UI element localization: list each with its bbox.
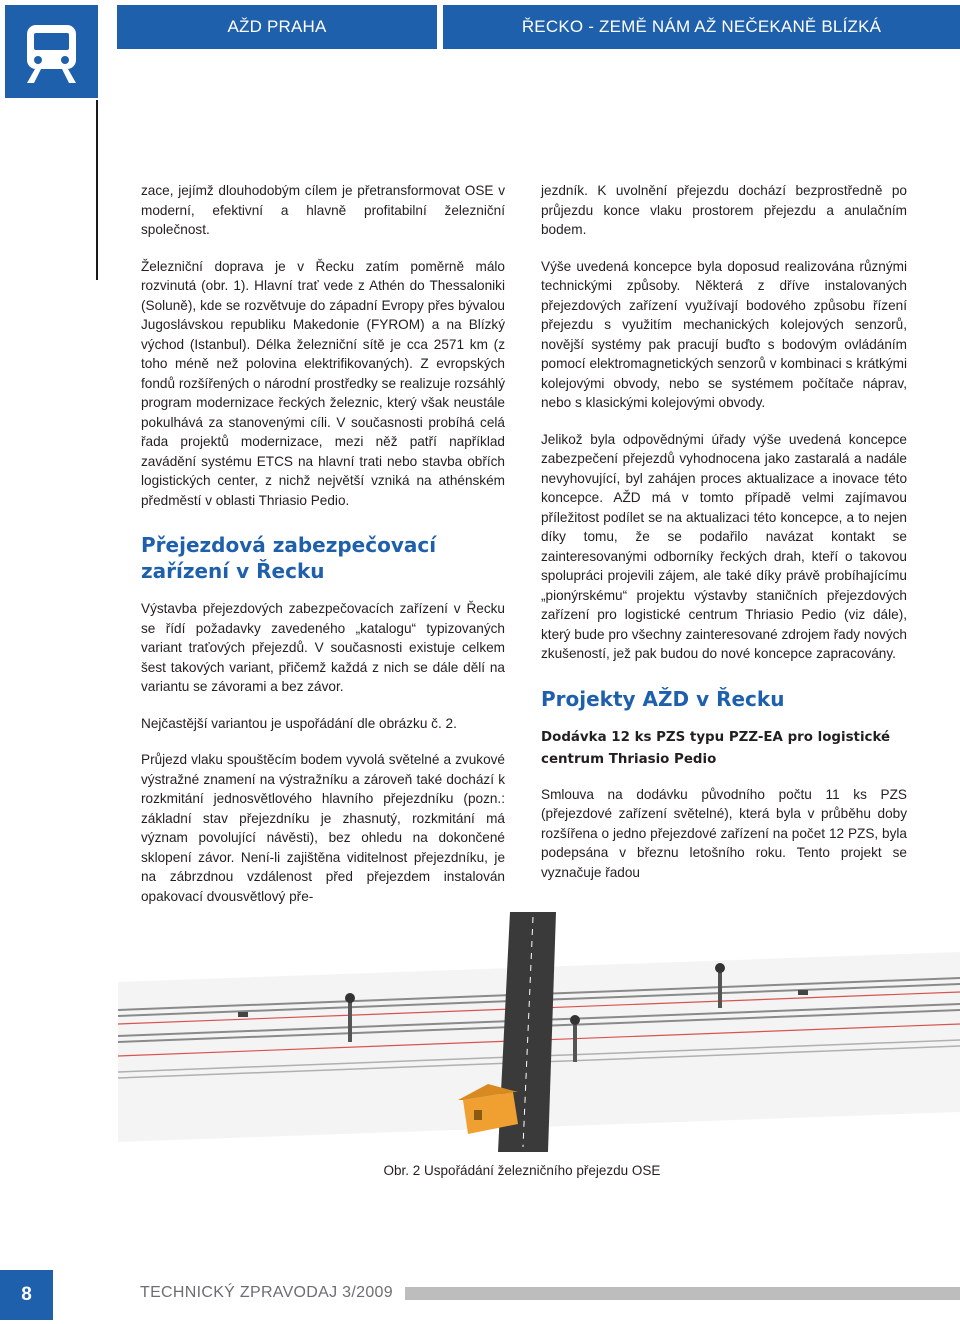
left-column — [141, 181, 505, 923]
section-heading: Projekty AŽD v Řecku — [541, 686, 785, 711]
paragraph: jezdník. K uvolnění přejezdu dochází bezprostředně po průjezdu konce vlaku prostorem přejezdu a anulačním bodem. — [541, 183, 907, 237]
paragraph: Železniční doprava je v Řecku zatím poměrně málo rozvinutá (obr. 1). Hlavní trať vede z Athén do Thessaloniki (Soluně), kde se rozvětvuje do západní Evropy přes bývalou Jugoslávskou republiku Makedonie (FYROM) a na Blízký východ (Istanbul). Délka železniční sítě je cca 2571 km (z toho méně než polovina elektrifikovaných). Z evropských fondů rozšířených o národní prostředky se realizuje rozsáhlý program modernizace řeckých železnic, který však neustále pokulhává za stanovenými cíli. V současnosti probíhá celá řada projektů modernizace, mezi něž patří například zavádění systému ETCS na hlavní trati nebo stavba obřích logistických center, z nichž největší vzniká na athénském předměstí v oblasti Thriasio Pedio. — [141, 258, 505, 508]
paragraph: zace, jejímž dlouhodobým cílem je přetransformovat OSE v moderní, efektivní a hlavně profitabilní železniční společnost. — [141, 183, 505, 237]
paragraph: Výstavba přejezdových zabezpečovacích zařízení v Řecku se řídí požadavky zavedeného „katalogu“ typizovaných variant traťových přejezdů. V současnosti existuje celkem šest takových variant, přičemž každá z nich se dále dělí na variantu se závorami a bez závor. — [141, 601, 505, 694]
header-company: AŽD PRAHA — [117, 5, 437, 49]
section-heading: Přejezdová zabezpečovací zařízení v Řecku — [141, 533, 437, 583]
publication-title: TECHNICKÝ ZPRAVODAJ 3/2009 — [140, 1284, 393, 1301]
paragraph: Jelikož byla odpovědnými úřady výše uvedená koncepce zabezpečení přejezdů vyhodnocena jako zastaralá a nadále nevyhovující, byl zahájen proces aktualizace a inovace této koncepce. AŽD má v tomto případě velmi zajímavou příležitost podílet se na aktualizaci této koncepce, a to nejen díky tomu, že se podařilo navázat kontakt se zainteresovanými odborníky řeckých drah, kteří o takovou spolupráci projevili zájem, ale také díky právě probíhajícímu „pionýrskému“ projektu výstavby staničních přejezdových zařízení pro logistické centrum Thriasio Pedio (viz dále), který bude pro všechny zainteresované zdrojem řady nových zkušeností, jež pak budou do nové koncepce zapracovány. — [541, 431, 907, 661]
figure-caption: Obr. 2 Uspořádání železničního přejezdu OSE — [383, 1163, 661, 1178]
logo-box — [5, 5, 98, 98]
right-column — [541, 181, 907, 899]
header-section-title: ŘECKO - ZEMĚ NÁM AŽ NEČEKANĚ BLÍZKÁ — [443, 5, 960, 49]
paragraph: Smlouva na dodávku původního počtu 11 ks PZS (přejezdové zařízení světelné), která byla v průběhu doby rozšířena o jedno přejezdové zařízení na počet 12 PZS, byla podepsána v březnu letošního roku. Tento projekt se vyznačuje řadou — [541, 786, 907, 880]
train-icon — [23, 23, 80, 85]
subsection-heading: Dodávka 12 ks PZS typu PZZ-EA pro logistické centrum Thriasio Pedio — [541, 729, 891, 767]
paragraph: Výše uvedená koncepce byla doposud realizována různými technickými způsoby. Některá z dříve instalovaných přejezdových zařízení využívají bodového způsobu řízení přejezdu s využitím mechanických kolejových senzorů, novější systémy pak pracují buďto s bodovým ovládáním pomocí elektromagnetických senzorů v kombinaci s krátkými kolejovými obvody, nebo se systémem počítače náprav, nebo s klasickými kolejovými obvody. — [541, 258, 907, 410]
vertical-rule — [96, 100, 98, 280]
level-crossing-illustration — [118, 912, 960, 1152]
page-number: 8 — [0, 1270, 53, 1320]
paragraph: Nejčastější variantou je uspořádání dle obrázku č. 2. — [141, 715, 457, 731]
paragraph: Průjezd vlaku spouštěcím bodem vyvolá světelné a zvukové výstražné znamení na výstražníku a zároveň také dochází k rozkmitání jednosvětlového hlavního přejezdníku (pozn.: základní stav přejezdníku je zhasnutý, rozkmitání má význam povolující návěsti), bez ohledu na dokončené sklopení závor. Není-li zajištěna viditelnost přejezdníku, je na zábrzdnou vzdálenost před přejezdem instalován opakovací dvousvětlový pře- — [141, 752, 505, 904]
footer-bar — [405, 1287, 960, 1300]
